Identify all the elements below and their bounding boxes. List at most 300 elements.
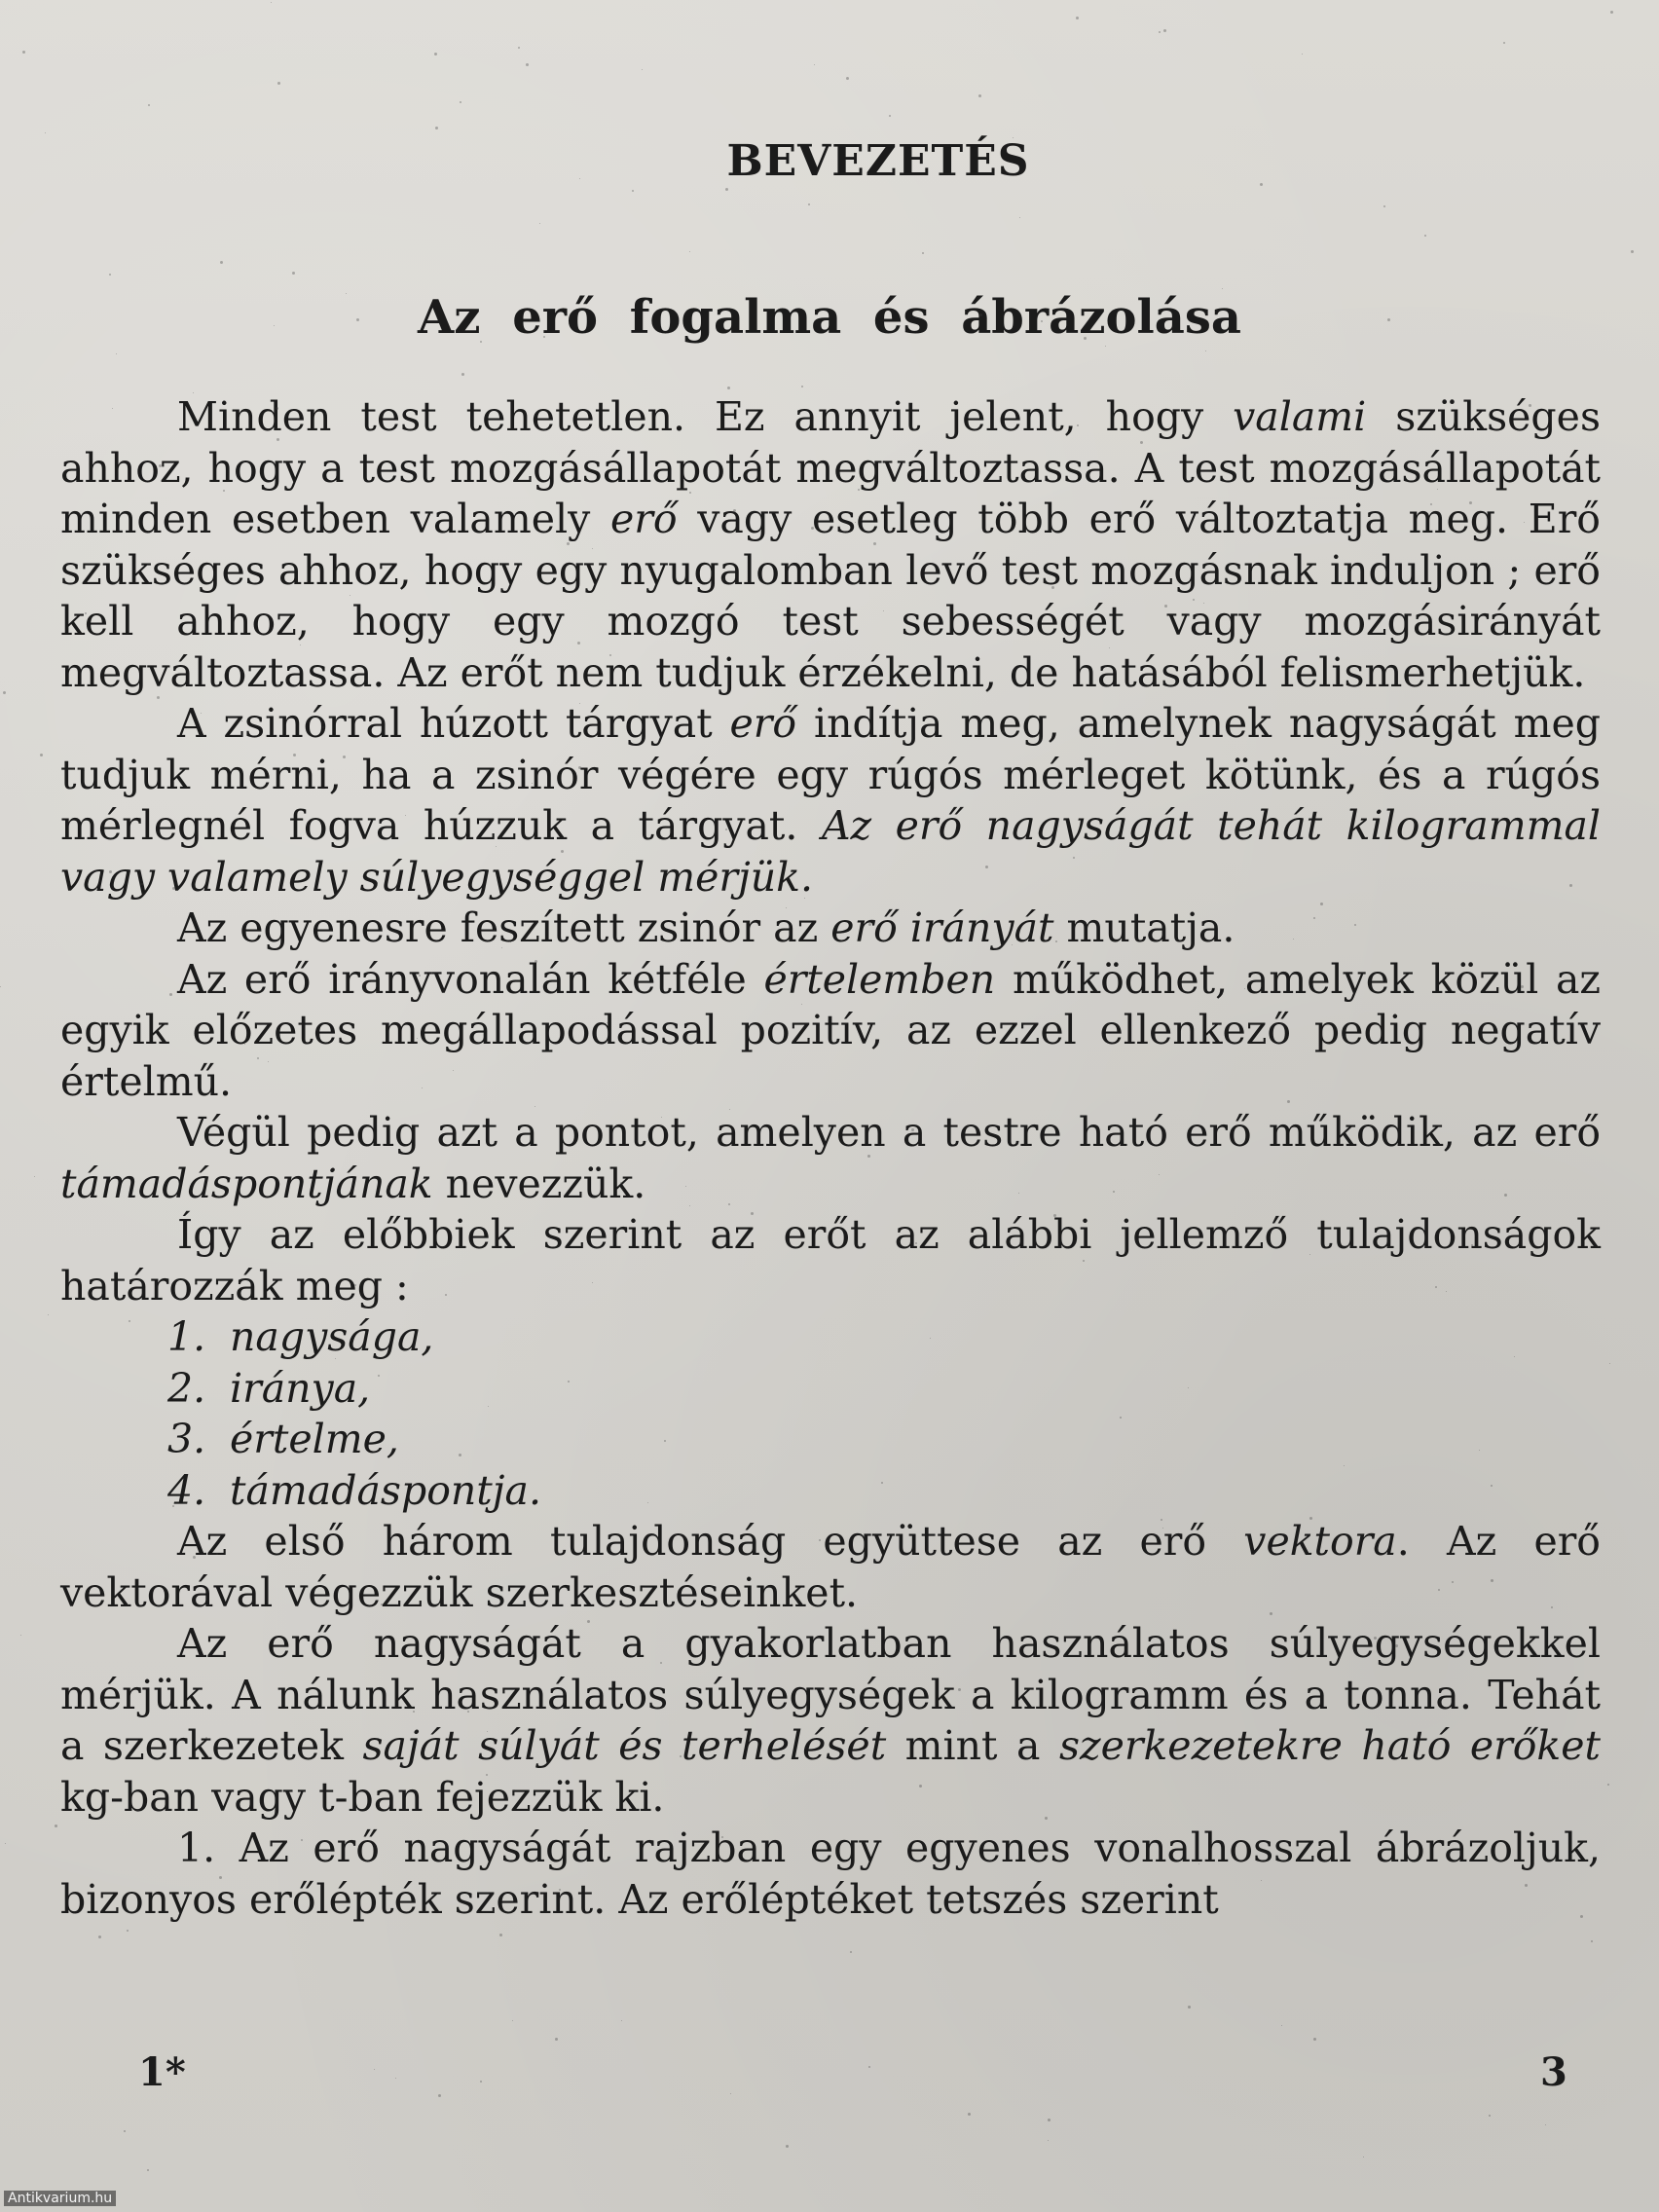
paper-speck	[1281, 2025, 1282, 2026]
list-item-number: 3.	[167, 1416, 206, 1462]
paper-speck	[84, 770, 85, 771]
paragraph	[60, 1107, 1601, 1209]
text-run: . Az erő vektorával végezzük szerkesztéseinket.	[60, 1518, 1601, 1616]
chapter-heading: BEVEZETÉS	[726, 136, 1030, 186]
paper-speck	[459, 1454, 461, 1456]
paper-speck	[172, 1505, 174, 1507]
paper-speck	[801, 386, 803, 387]
text-run: mint a	[886, 1722, 1059, 1769]
paper-speck	[413, 1711, 415, 1713]
text-run: szükséges ahhoz, hogy a test mozgásállapotát megváltoztassa. A test mozgásállapotát minden esetben valamely	[60, 393, 1601, 542]
paper-speck	[126, 1091, 128, 1093]
paper-speck	[129, 1320, 130, 1322]
paper-speck	[1113, 1191, 1115, 1193]
paper-speck	[1173, 1910, 1176, 1913]
paragraphs-after-list	[60, 1516, 1601, 1925]
text-run: 1. Az erő nagyságát rajzban egy egyenes vonalhosszal ábrázoljuk, bizonyos erőlépték szerint. Az erőléptéket tetszés szerint	[60, 1825, 1601, 1923]
paper-speck	[801, 1004, 802, 1005]
text-run: Az egyenesre feszített zsinór az	[177, 904, 831, 951]
paper-speck	[587, 1620, 590, 1623]
paper-speck	[1452, 1581, 1454, 1583]
paper-speck	[851, 409, 853, 411]
paper-speck	[1302, 54, 1303, 55]
paper-speck	[1329, 1756, 1332, 1759]
paper-speck	[216, 1553, 218, 1555]
signature-mark: 1*	[138, 2049, 186, 2095]
paper-speck	[579, 703, 580, 704]
paper-speck	[172, 887, 175, 890]
paper-speck	[592, 548, 593, 549]
paragraph	[60, 391, 1601, 698]
paper-speck	[378, 1375, 380, 1377]
paper-speck	[1524, 522, 1525, 523]
paper-speck	[109, 274, 111, 276]
paper-speck	[1521, 985, 1524, 988]
paper-speck	[512, 2020, 513, 2021]
paper-speck	[434, 53, 437, 55]
paper-speck	[488, 1406, 489, 1407]
paper-speck	[1489, 2115, 1491, 2117]
paper-speck	[642, 69, 643, 70]
paper-speck	[915, 1242, 917, 1244]
text-run: Végül pedig azt a pontot, amelyen a testre ható erő működik, az erő	[177, 1109, 1601, 1156]
paper-speck	[1045, 1817, 1048, 1820]
paper-speck	[621, 2020, 622, 2021]
paper-speck	[513, 1789, 515, 1791]
list-item-number: 2.	[167, 1364, 206, 1412]
paper-speck	[1525, 1884, 1528, 1887]
paragraph	[60, 1209, 1601, 1311]
body-text	[60, 391, 1601, 1925]
paper-speck	[868, 2066, 870, 2068]
paper-speck	[1591, 1940, 1593, 1942]
paper-speck	[1198, 1863, 1199, 1864]
paper-speck	[85, 612, 87, 614]
paper-speck	[985, 866, 988, 868]
paper-speck	[814, 64, 815, 65]
list-item	[167, 1363, 1601, 1415]
paper-speck	[620, 1182, 622, 1184]
paper-speck	[722, 578, 724, 580]
paper-speck	[1309, 1517, 1312, 1520]
paper-speck	[5, 1843, 6, 1844]
paper-speck	[577, 642, 580, 645]
paper-speck	[1077, 424, 1079, 426]
paragraph	[60, 1516, 1601, 1618]
paragraph	[60, 1823, 1601, 1925]
paper-speck	[169, 993, 172, 996]
paper-speck	[241, 720, 242, 721]
text-run: kg-ban vagy t-ban fejezzük ki.	[60, 1773, 665, 1821]
paper-speck	[157, 696, 160, 699]
paper-speck	[559, 1889, 561, 1891]
paper-speck	[1261, 1880, 1262, 1881]
paper-speck	[1479, 1450, 1480, 1451]
paper-speck	[501, 947, 502, 948]
paper-speck	[685, 1186, 686, 1187]
text-run: vagy esetleg több erő változtatja meg. Erő szükséges ahhoz, hogy egy nyugalomban levő test mozgásnak induljon ; erő kell ahhoz, hogy egy mozgó test sebességét vagy mozgásirányát megváltoztassa. Az erőt nem tudjuk érzékelni, de hatásából felismerhetjük.	[60, 496, 1601, 696]
paper-speck	[1084, 337, 1087, 340]
paper-speck	[159, 464, 162, 467]
paper-speck	[127, 1930, 129, 1932]
paper-speck	[395, 2078, 396, 2079]
paper-speck	[1048, 2140, 1049, 2141]
paper-speck	[819, 1539, 821, 1541]
italic-run: szerkezetekre ható erőket	[1058, 1722, 1601, 1769]
paper-speck	[1514, 1356, 1515, 1357]
paper-speck	[543, 336, 545, 338]
paragraph	[60, 954, 1601, 1108]
paper-speck	[532, 783, 533, 784]
page-number: 3	[1540, 2049, 1567, 2095]
text-run: Minden test tehetetlen. Ez annyit jelent, hogy	[177, 393, 1234, 440]
paragraph	[60, 903, 1601, 954]
paper-speck	[1446, 1291, 1447, 1292]
list-item-text: iránya,	[230, 1364, 371, 1412]
text-run: működhet, amelyek közül az egyik előzetes megállapodással pozitív, az ezzel ellenkező pedig negatív értelmű.	[60, 955, 1602, 1105]
paper-speck	[1503, 42, 1505, 44]
paper-speck	[205, 1737, 207, 1739]
text-run: Az első három tulajdonság együttese az erő	[177, 1518, 1244, 1565]
paper-speck	[354, 1284, 356, 1286]
paper-speck	[141, 883, 143, 885]
list-item	[167, 1465, 1601, 1517]
paper-speck	[244, 1044, 245, 1045]
paper-speck	[45, 132, 46, 133]
paper-speck	[193, 1556, 196, 1559]
paper-speck	[435, 127, 438, 129]
paper-speck	[1205, 350, 1206, 351]
paper-speck	[302, 1440, 304, 1442]
paper-speck	[664, 1440, 666, 1442]
paper-speck	[486, 1774, 488, 1776]
paper-speck	[467, 1711, 469, 1713]
paper-speck	[1610, 11, 1613, 14]
paper-speck	[461, 373, 464, 376]
section-title: Az erő fogalma és ábrázolása	[418, 290, 1241, 345]
site-watermark: Antikvarium.hu	[4, 2191, 116, 2206]
paper-speck	[632, 190, 634, 192]
paper-speck	[579, 178, 580, 179]
paper-speck	[1048, 2119, 1051, 2121]
paper-speck	[1109, 647, 1110, 648]
paper-speck	[970, 718, 971, 719]
paper-speck	[1136, 1899, 1139, 1902]
paper-speck	[568, 1381, 570, 1382]
paper-speck	[846, 77, 849, 80]
paper-speck	[1162, 1528, 1163, 1529]
paper-speck	[1270, 1612, 1272, 1615]
paper-speck	[911, 1128, 914, 1131]
text-run: mutatja.	[1053, 904, 1235, 951]
paper-speck	[276, 438, 279, 441]
paper-speck	[607, 1022, 608, 1023]
paper-speck	[48, 1314, 49, 1315]
paper-speck	[689, 492, 691, 494]
italic-run: támadáspontjának	[60, 1160, 433, 1207]
paper-speck	[804, 898, 805, 899]
paper-speck	[271, 2, 272, 3]
paper-speck	[223, 490, 225, 492]
paper-speck	[578, 766, 581, 769]
paper-speck	[136, 1809, 139, 1812]
paper-speck	[1161, 1519, 1162, 1521]
paper-speck	[736, 832, 737, 833]
paper-speck	[1435, 1286, 1437, 1288]
paper-speck	[1222, 288, 1223, 289]
list-item-number: 4.	[167, 1466, 206, 1514]
paper-speck	[453, 1070, 454, 1071]
paper-speck	[480, 2081, 482, 2083]
paper-speck	[1013, 137, 1014, 138]
paper-speck	[480, 341, 482, 343]
paper-speck	[518, 47, 520, 49]
paper-speck	[1073, 857, 1075, 859]
italic-run: erő	[609, 496, 678, 542]
paper-speck	[661, 1117, 662, 1118]
paper-speck	[855, 522, 856, 523]
list-item	[167, 1311, 1601, 1363]
paper-speck	[1287, 1100, 1290, 1103]
paper-speck	[1002, 730, 1005, 733]
paper-speck	[1609, 1363, 1610, 1364]
paper-speck	[112, 408, 113, 409]
paper-speck	[592, 1282, 593, 1283]
paper-speck	[1313, 2038, 1316, 2041]
paper-speck	[567, 542, 570, 545]
list-item	[167, 1414, 1601, 1465]
paper-speck	[417, 1038, 418, 1039]
paper-speck	[660, 1662, 662, 1664]
text-run: nevezzük.	[432, 1160, 646, 1207]
paper-speck	[374, 2069, 375, 2070]
paper-speck	[555, 2038, 558, 2041]
paper-speck	[979, 313, 982, 316]
paper-speck	[811, 527, 814, 530]
paper-speck	[1018, 1193, 1019, 1194]
paper-speck	[124, 2130, 126, 2132]
paper-speck	[1424, 235, 1426, 237]
paper-speck	[1344, 1465, 1345, 1466]
paragraph	[60, 698, 1601, 903]
paper-speck	[733, 509, 736, 512]
paper-speck	[20, 1635, 21, 1636]
paper-speck	[1076, 17, 1079, 19]
paper-speck	[274, 325, 275, 326]
paper-speck	[405, 815, 406, 816]
paper-speck	[1053, 1214, 1056, 1217]
paper-speck	[1438, 1589, 1440, 1591]
italic-run: saját súlyát és terhelését	[362, 1722, 887, 1769]
paper-speck	[419, 975, 421, 977]
paper-speck	[148, 104, 150, 106]
paper-speck	[958, 1688, 961, 1691]
paper-speck	[105, 779, 107, 781]
italic-run: Az erő nagyságát tehát kilogrammal vagy valamely súlyegységgel mérjük.	[60, 802, 1602, 901]
paper-speck	[1140, 441, 1143, 444]
paper-speck	[1188, 1387, 1189, 1388]
paper-speck	[1374, 1637, 1377, 1640]
paper-speck	[1354, 924, 1356, 926]
paper-speck	[343, 756, 346, 758]
paper-speck	[1471, 1244, 1473, 1246]
paper-speck	[147, 2169, 149, 2171]
paper-speck	[968, 2113, 971, 2116]
paper-speck	[0, 986, 1, 987]
paper-speck	[1560, 837, 1563, 840]
paper-speck	[1051, 586, 1054, 589]
paper-speck	[1491, 1485, 1493, 1487]
paper-speck	[727, 387, 730, 389]
paper-speck	[1293, 939, 1294, 940]
paper-speck	[930, 1338, 931, 1339]
paper-speck	[293, 754, 296, 756]
paper-speck	[1430, 503, 1432, 505]
paper-speck	[1018, 312, 1019, 313]
paper-speck	[276, 407, 278, 410]
paper-speck	[438, 2094, 441, 2097]
text-run: A zsinórral húzott tárgyat	[177, 700, 730, 747]
paper-speck	[1545, 2124, 1546, 2125]
paper-speck	[1437, 489, 1438, 490]
paper-speck	[729, 1109, 730, 1110]
paper-speck	[774, 517, 777, 520]
list-item-text: nagysága,	[230, 1313, 434, 1360]
property-list	[60, 1311, 1601, 1516]
paper-speck	[55, 1825, 57, 1827]
paper-speck	[642, 1809, 643, 1810]
paper-speck	[1203, 603, 1204, 604]
list-item-text: támadáspontja.	[230, 1466, 541, 1514]
paper-speck	[647, 1502, 648, 1503]
paper-speck	[1469, 501, 1472, 504]
paper-speck	[539, 223, 540, 224]
paper-speck	[292, 272, 295, 275]
italic-run: erő	[729, 700, 797, 747]
text-run: Az erő irányvonalán kétféle	[177, 955, 764, 1003]
paper-speck	[322, 726, 324, 728]
list-item-text: értelme,	[230, 1416, 399, 1462]
paper-speck	[1012, 944, 1013, 945]
paper-speck	[116, 353, 117, 354]
paper-speck	[978, 94, 981, 97]
paper-speck	[381, 1604, 383, 1605]
paper-speck	[868, 923, 871, 926]
paper-speck	[526, 63, 529, 66]
paper-speck	[499, 1934, 502, 1936]
paper-speck	[1105, 346, 1106, 347]
paper-speck	[881, 1482, 883, 1484]
paper-speck	[335, 1358, 336, 1359]
paper-speck	[1569, 884, 1572, 887]
paper-speck	[22, 51, 25, 54]
paper-speck	[98, 1936, 101, 1938]
paper-speck	[510, 941, 511, 942]
paper-speck	[201, 713, 202, 714]
paper-speck	[1580, 1915, 1583, 1918]
paper-speck	[1159, 1174, 1160, 1175]
paper-speck	[919, 1785, 922, 1788]
text-run: Így az előbbiek szerint az erőt az alábbi jellemző tulajdonságok határozzák meg :	[60, 1211, 1601, 1309]
paper-speck	[883, 610, 884, 611]
paper-speck	[1504, 1194, 1507, 1197]
paper-speck	[1159, 31, 1161, 33]
paper-speck	[1055, 940, 1057, 942]
paper-speck	[346, 293, 347, 294]
paper-speck	[858, 489, 860, 491]
paper-speck	[1529, 404, 1531, 407]
paper-speck	[40, 754, 43, 756]
paper-speck	[1164, 605, 1167, 608]
paragraph	[60, 1618, 1601, 1823]
paper-speck	[220, 261, 223, 264]
paper-speck	[1383, 205, 1385, 207]
paper-speck	[561, 850, 564, 853]
paper-speck	[193, 392, 194, 393]
paper-speck	[1320, 903, 1323, 905]
paper-speck	[751, 1212, 754, 1215]
paper-speck	[867, 1155, 870, 1158]
paper-speck	[873, 542, 876, 545]
paper-speck	[721, 1836, 723, 1838]
text-run: Az erő nagyságát a gyakorlatban használatos súlyegységekkel mérjük. A nálunk használatos súlyegységek a kilogramm és a tonna. Tehát a szerkezetek	[60, 1620, 1601, 1769]
paper-speck	[1395, 1644, 1398, 1647]
paper-speck	[1120, 1417, 1122, 1419]
paper-speck	[1491, 1579, 1493, 1582]
paper-speck	[109, 870, 112, 873]
paper-speck	[850, 1951, 852, 1953]
paper-speck	[786, 907, 787, 908]
paper-speck	[1188, 2006, 1191, 2009]
paper-speck	[399, 1143, 400, 1144]
paper-speck	[496, 846, 497, 847]
paper-speck	[301, 1839, 303, 1841]
paragraphs-before-list	[60, 391, 1601, 1311]
paper-speck	[277, 82, 280, 85]
paper-speck	[1313, 917, 1315, 919]
paper-speck	[1193, 599, 1195, 601]
paper-speck	[725, 188, 728, 191]
paper-speck	[487, 1731, 488, 1732]
paper-speck	[1041, 320, 1043, 322]
paper-speck	[1607, 1784, 1609, 1786]
paper-speck	[445, 1294, 447, 1296]
paper-speck	[609, 654, 611, 656]
paper-speck	[535, 960, 537, 963]
paper-speck	[1387, 318, 1390, 321]
paper-speck	[268, 1061, 269, 1062]
paper-speck	[730, 2093, 731, 2094]
paper-speck	[689, 1205, 690, 1206]
paper-speck	[786, 2145, 789, 2148]
list-item-number: 1.	[167, 1313, 206, 1360]
italic-run: erő irányát	[830, 904, 1054, 951]
italic-run: értelemben	[763, 955, 996, 1003]
paper-speck	[1244, 988, 1245, 989]
paper-speck	[1163, 29, 1166, 32]
paper-speck	[219, 1876, 222, 1879]
paper-speck	[1217, 669, 1218, 670]
paper-speck	[1551, 1606, 1553, 1608]
italic-run: vektora	[1243, 1518, 1397, 1565]
paper-speck	[257, 1057, 259, 1059]
paper-speck	[922, 252, 924, 254]
paper-speck	[3, 691, 6, 694]
paper-speck	[356, 318, 359, 321]
paper-speck	[680, 1755, 682, 1757]
paper-speck	[1631, 250, 1634, 253]
italic-run: valami	[1233, 393, 1367, 440]
